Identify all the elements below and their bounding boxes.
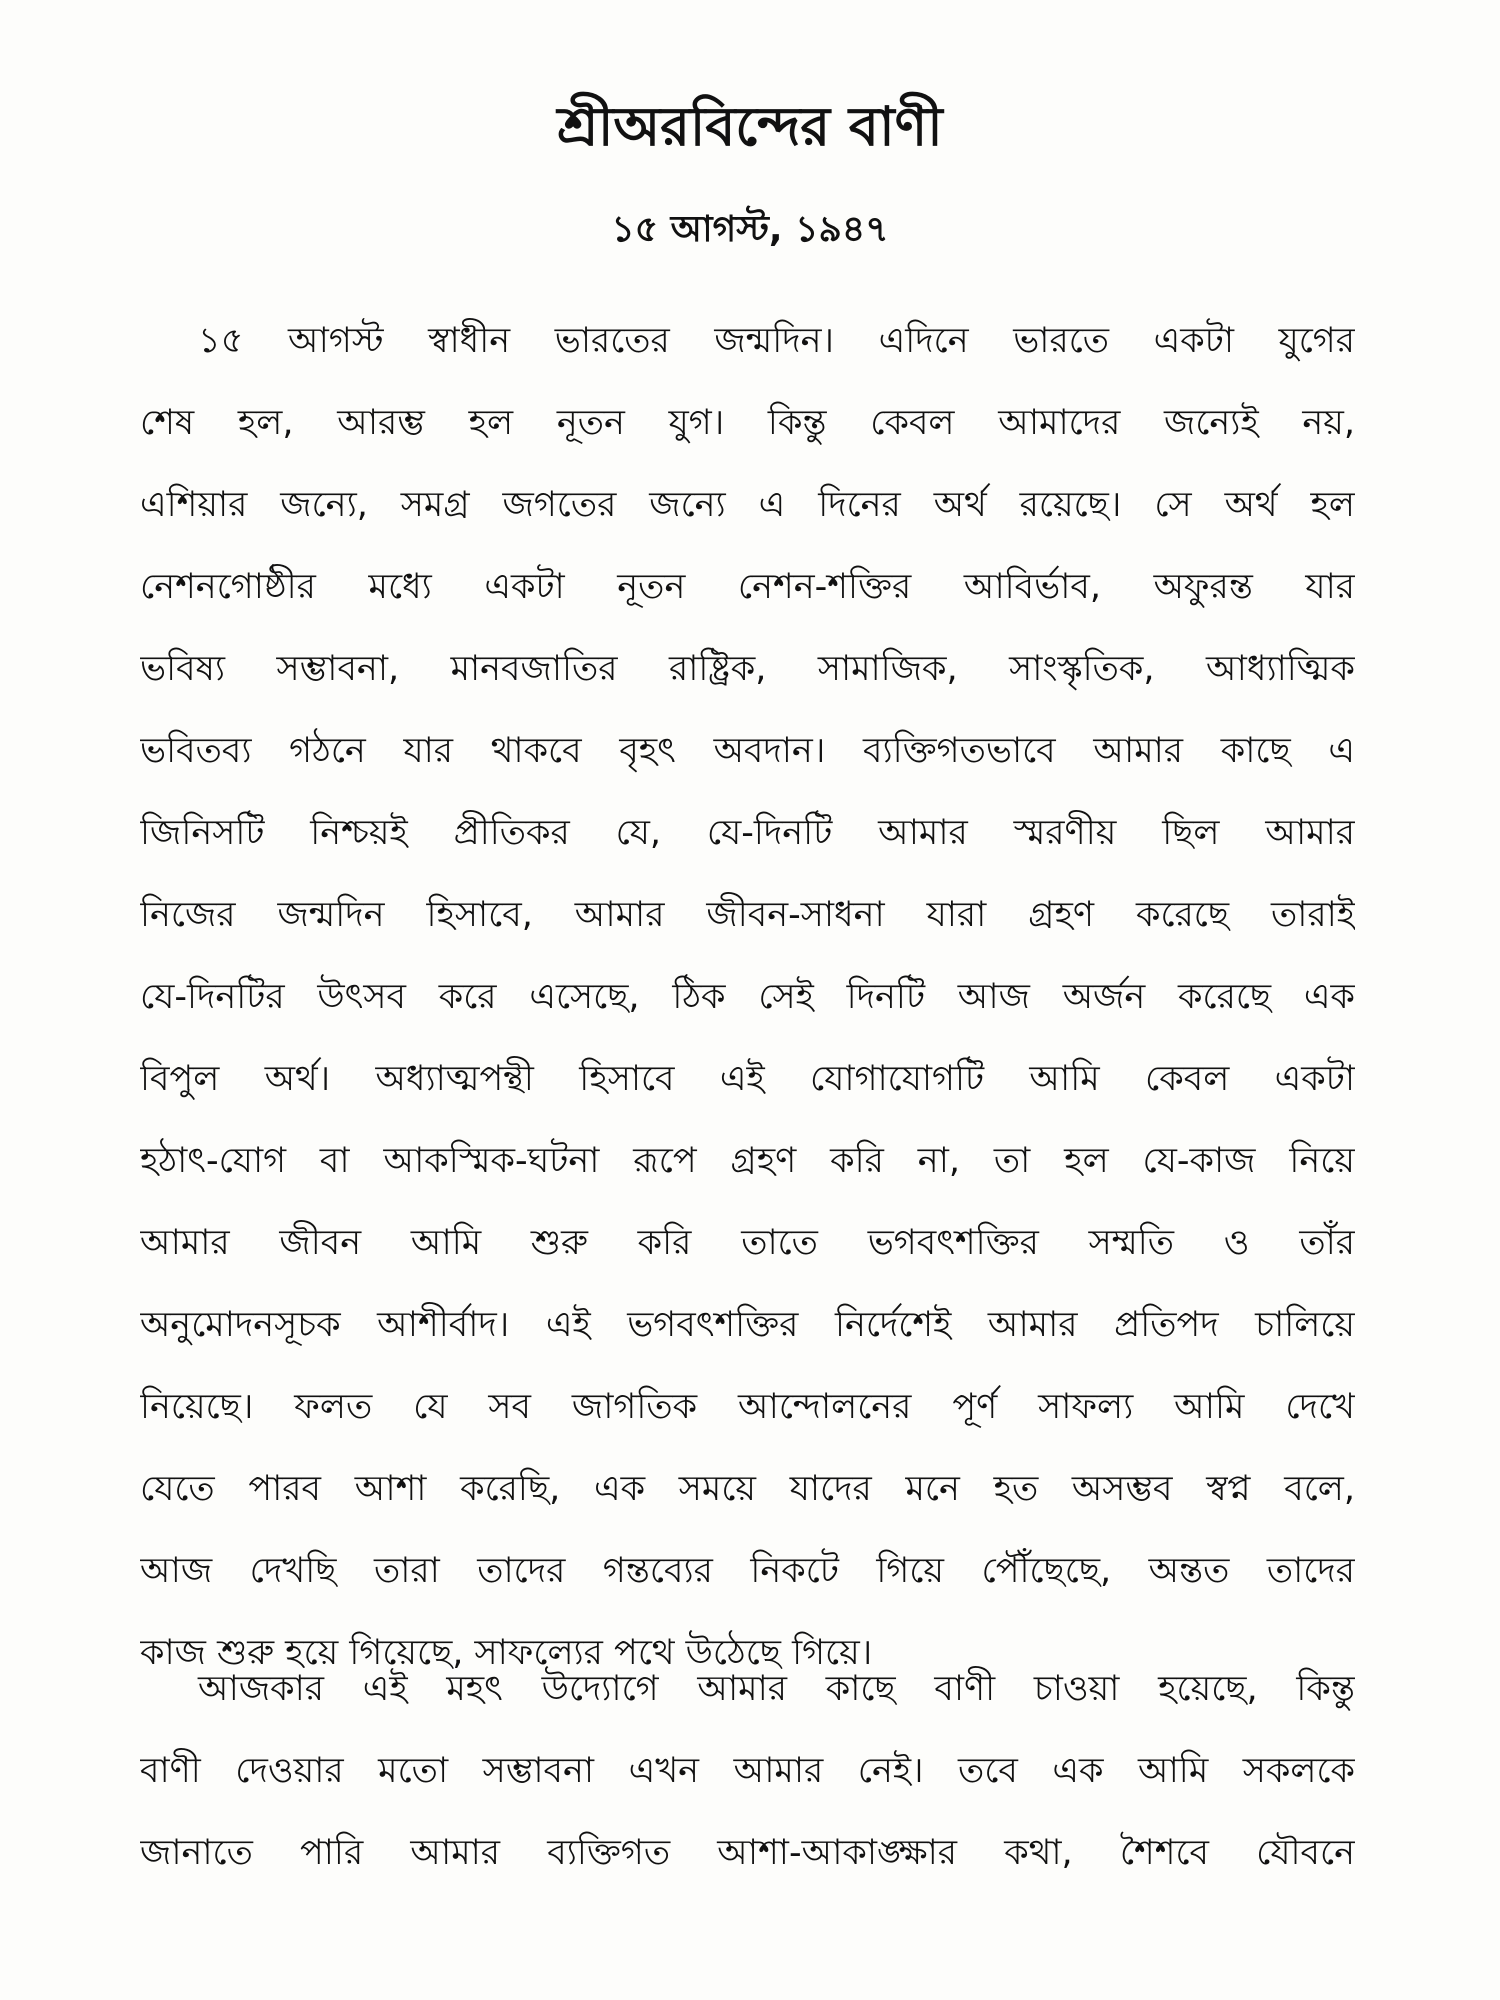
text-line: নিয়েছে। ফলত যে সব জাগতিক আন্দোলনের পূর্ণ সাফল্য আমি দেখে xyxy=(140,1387,1355,1427)
text-line: এশিয়ার জন্যে, সমগ্র জগতের জন্যে এ দিনের অর্থ রয়েছে। সে অর্থ হল xyxy=(140,485,1355,525)
paragraph-1 xyxy=(140,300,1355,1694)
text-line: যেতে পারব আশা করেছি, এক সময়ে যাদের মনে হত অসম্ভব স্বপ্ন বলে, xyxy=(140,1469,1355,1509)
text-line: আজ দেখছি তারা তাদের গন্তব্যের নিকটে গিয়ে পৌঁছেছে, অন্তত তাদের xyxy=(140,1551,1355,1591)
text-line: জিনিসটি নিশ্চয়ই প্রীতিকর যে, যে-দিনটি আমার স্মরণীয় ছিল আমার xyxy=(140,813,1355,853)
text-line: হঠাৎ-যোগ বা আকস্মিক-ঘটনা রূপে গ্রহণ করি না, তা হল যে-কাজ নিয়ে xyxy=(140,1141,1355,1181)
text-line: জানাতে পারি আমার ব্যক্তিগত আশা-আকাঙ্ক্ষার কথা, শৈশবে যৌবনে xyxy=(140,1833,1355,1873)
text-line: আজকার এই মহৎ উদ্যোগে আমার কাছে বাণী চাওয়া হয়েছে, কিন্তু xyxy=(198,1669,1355,1709)
paragraph-2 xyxy=(140,1648,1355,1894)
text-line: যে-দিনটির উৎসব করে এসেছে, ঠিক সেই দিনটি আজ অর্জন করেছে এক xyxy=(140,977,1355,1017)
text-line: ভবিষ্য সম্ভাবনা, মানবজাতির রাষ্ট্রিক, সামাজিক, সাংস্কৃতিক, আধ্যাত্মিক xyxy=(140,649,1355,689)
text-line: ভবিতব্য গঠনে যার থাকবে বৃহৎ অবদান। ব্যক্তিগতভাবে আমার কাছে এ xyxy=(140,731,1355,771)
text-line: শেষ হল, আরম্ভ হল নূতন যুগ। কিন্তু কেবল আমাদের জন্যেই নয়, xyxy=(140,403,1355,443)
text-line: নিজের জন্মদিন হিসাবে, আমার জীবন-সাধনা যারা গ্রহণ করেছে তারাই xyxy=(140,895,1355,935)
page-title: শ্রীঅরবিন্দের বাণী xyxy=(557,95,943,158)
text-line: কাজ শুরু হয়ে গিয়েছে, সাফল্যের পথে উঠেছে গিয়ে। xyxy=(140,1633,873,1673)
text-line: অনুমোদনসূচক আশীর্বাদ। এই ভগবৎশক্তির নির্দেশেই আমার প্রতিপদ চালিয়ে xyxy=(140,1305,1355,1345)
date-heading: ১৫ আগস্ট, ১৯৪৭ xyxy=(611,209,889,250)
text-line: নেশনগোষ্ঠীর মধ্যে একটা নূতন নেশন-শক্তির আবির্ভাব, অফুরন্ত যার xyxy=(140,567,1355,607)
text-line: ১৫ আগস্ট স্বাধীন ভারতের জন্মদিন। এদিনে ভারতে একটা যুগের xyxy=(198,321,1355,361)
text-line: বাণী দেওয়ার মতো সম্ভাবনা এখন আমার নেই। তবে এক আমি সকলকে xyxy=(140,1751,1355,1791)
text-line: আমার জীবন আমি শুরু করি তাতে ভগবৎশক্তির সম্মতি ও তাঁর xyxy=(140,1223,1355,1263)
text-line: বিপুল অর্থ। অধ্যাত্মপন্থী হিসাবে এই যোগাযোগটি আমি কেবল একটা xyxy=(140,1059,1355,1099)
